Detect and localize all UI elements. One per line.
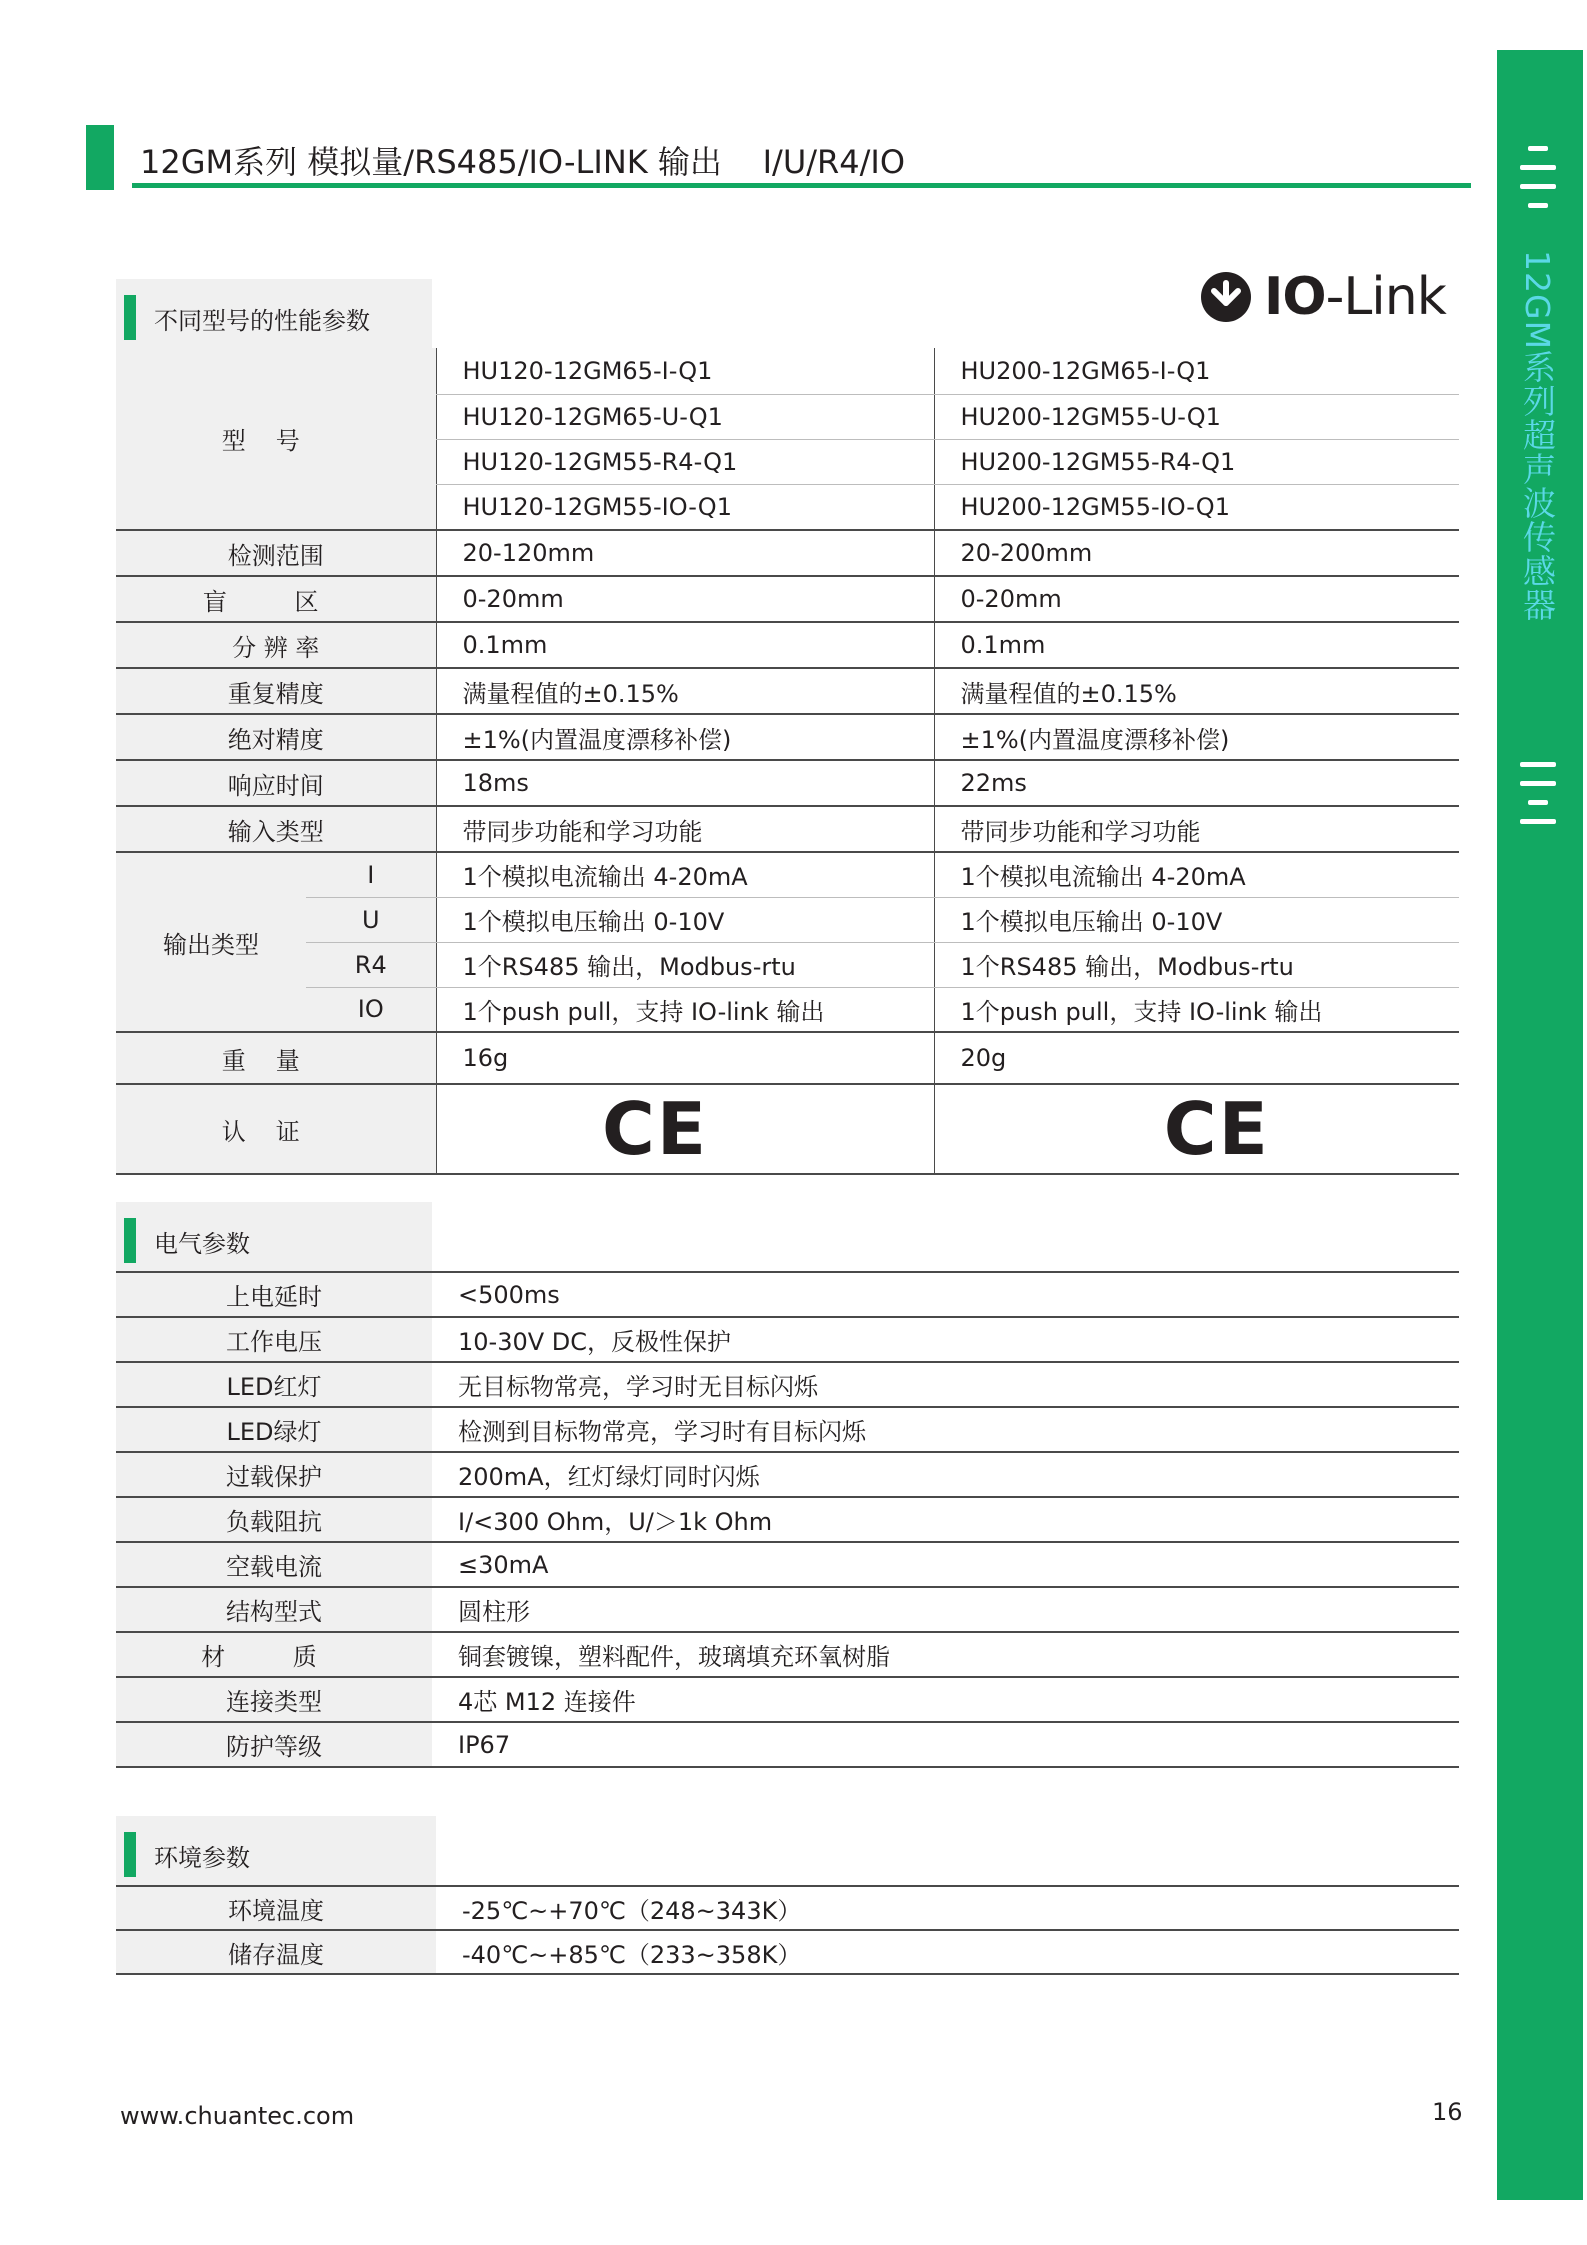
ce-mark-a: CE: [436, 1084, 934, 1174]
output-value-b: 1个模拟电压输出 0-10V: [934, 897, 1459, 942]
env-label: 储存温度: [116, 1930, 436, 1974]
spec-value-a: 18ms: [436, 760, 934, 806]
performance-table: [116, 348, 1459, 1175]
side-marks-bottom: [1520, 762, 1556, 838]
weight-label: 重量: [116, 1032, 436, 1084]
elec-value: 检测到目标物常亮，学习时有目标闪烁: [432, 1407, 1459, 1452]
elec-label: 负载阻抗: [116, 1497, 432, 1542]
side-marks-top: [1520, 146, 1556, 222]
spec-label: 分 辨 率: [116, 622, 436, 668]
output-value-a: 1个RS485 输出，Modbus-rtu: [436, 942, 934, 987]
elec-label: 连接类型: [116, 1677, 432, 1722]
elec-value: <500ms: [432, 1272, 1459, 1317]
section-bar: [124, 295, 136, 340]
model-b-1: HU200-12GM65-I-Q1: [934, 348, 1459, 394]
output-value-a: 1个push pull，支持 IO-link 输出: [436, 987, 934, 1032]
elec-label: 防护等级: [116, 1722, 432, 1767]
spec-label: 检测范围: [116, 530, 436, 576]
cert-label: 认证: [116, 1084, 436, 1174]
output-value-b: 1个RS485 输出，Modbus-rtu: [934, 942, 1459, 987]
model-a-3: HU120-12GM55-R4-Q1: [436, 439, 934, 484]
page-title: 12GM系列 模拟量/RS485/IO-LINK 输出 I/U/R4/IO: [140, 143, 906, 181]
elec-value: IP67: [432, 1722, 1459, 1767]
elec-label: LED绿灯: [116, 1407, 432, 1452]
io-link-logo: [1200, 262, 1446, 332]
output-sub-label: I: [306, 852, 436, 897]
model-b-3: HU200-12GM55-R4-Q1: [934, 439, 1459, 484]
output-sub-label: IO: [306, 987, 436, 1032]
elec-value: 无目标物常亮，学习时无目标闪烁: [432, 1362, 1459, 1407]
elec-value: ≤30mA: [432, 1542, 1459, 1587]
elec-value: 圆柱形: [432, 1587, 1459, 1632]
spec-value-a: ±1%(内置温度漂移补偿): [436, 714, 934, 760]
elec-value: 4芯 M12 连接件: [432, 1677, 1459, 1722]
env-value: -25℃~+70℃（248~343K）: [436, 1886, 1459, 1930]
model-b-4: HU200-12GM55-IO-Q1: [934, 484, 1459, 530]
spec-value-b: 20-200mm: [934, 530, 1459, 576]
spec-label: 绝对精度: [116, 714, 436, 760]
spec-value-b: 0.1mm: [934, 622, 1459, 668]
spec-label: 响应时间: [116, 760, 436, 806]
header-underline: [132, 183, 1471, 188]
elec-label: 上电延时: [116, 1272, 432, 1317]
spec-value-a: 20-120mm: [436, 530, 934, 576]
elec-label: LED红灯: [116, 1362, 432, 1407]
weight-value-b: 20g: [934, 1032, 1459, 1084]
page-number: 16: [1432, 2098, 1463, 2126]
output-sub-label: R4: [306, 942, 436, 987]
output-value-b: 1个push pull，支持 IO-link 输出: [934, 987, 1459, 1032]
footer-website: www.chuantec.com: [120, 2102, 355, 2130]
elec-value: 10-30V DC，反极性保护: [432, 1317, 1459, 1362]
spec-value-a: 0.1mm: [436, 622, 934, 668]
output-type-label: 输出类型: [116, 852, 306, 1032]
side-vertical-title: 12GM系列超声波传感器: [1518, 250, 1557, 623]
ce-mark-b: CE: [934, 1084, 1459, 1174]
env-label: 环境温度: [116, 1886, 436, 1930]
elec-section-title: 电气参数: [154, 1230, 250, 1258]
model-label-cell: 型号: [116, 348, 436, 530]
output-sub-label: U: [306, 897, 436, 942]
output-value-a: 1个模拟电流输出 4-20mA: [436, 852, 934, 897]
spec-value-b: ±1%(内置温度漂移补偿): [934, 714, 1459, 760]
perf-section-tab: [116, 279, 432, 349]
env-section-tab: [116, 1816, 436, 1886]
section-bar: [124, 1218, 136, 1263]
spec-value-b: 满量程值的±0.15%: [934, 668, 1459, 714]
elec-value: I/<300 Ohm，U/＞1k Ohm: [432, 1497, 1459, 1542]
section-bar: [124, 1832, 136, 1877]
io-link-logo-text: IO-Link: [1264, 267, 1446, 327]
model-b-2: HU200-12GM55-U-Q1: [934, 394, 1459, 439]
elec-label: 材 质: [116, 1632, 432, 1677]
spec-label: 输入类型: [116, 806, 436, 852]
electrical-table: [116, 1271, 1459, 1768]
elec-label: 过载保护: [116, 1452, 432, 1497]
env-value: -40℃~+85℃（233~358K）: [436, 1930, 1459, 1974]
output-value-a: 1个模拟电压输出 0-10V: [436, 897, 934, 942]
spec-value-a: 满量程值的±0.15%: [436, 668, 934, 714]
spec-label: 盲 区: [116, 576, 436, 622]
spec-label: 重复精度: [116, 668, 436, 714]
elec-label: 结构型式: [116, 1587, 432, 1632]
environment-table: [116, 1885, 1459, 1975]
header-accent-block: [86, 125, 114, 190]
model-a-1: HU120-12GM65-I-Q1: [436, 348, 934, 394]
io-link-logo-icon: [1200, 271, 1252, 323]
model-a-2: HU120-12GM65-U-Q1: [436, 394, 934, 439]
spec-value-b: 0-20mm: [934, 576, 1459, 622]
env-section-title: 环境参数: [154, 1844, 250, 1872]
model-a-4: HU120-12GM55-IO-Q1: [436, 484, 934, 530]
spec-value-a: 0-20mm: [436, 576, 934, 622]
weight-value-a: 16g: [436, 1032, 934, 1084]
spec-value-b: 带同步功能和学习功能: [934, 806, 1459, 852]
elec-section-tab: [116, 1202, 432, 1272]
perf-section-title: 不同型号的性能参数: [154, 307, 370, 335]
spec-value-b: 22ms: [934, 760, 1459, 806]
elec-label: 工作电压: [116, 1317, 432, 1362]
elec-value: 200mA，红灯绿灯同时闪烁: [432, 1452, 1459, 1497]
output-value-b: 1个模拟电流输出 4-20mA: [934, 852, 1459, 897]
elec-value: 铜套镀镍，塑料配件，玻璃填充环氧树脂: [432, 1632, 1459, 1677]
spec-value-a: 带同步功能和学习功能: [436, 806, 934, 852]
elec-label: 空载电流: [116, 1542, 432, 1587]
